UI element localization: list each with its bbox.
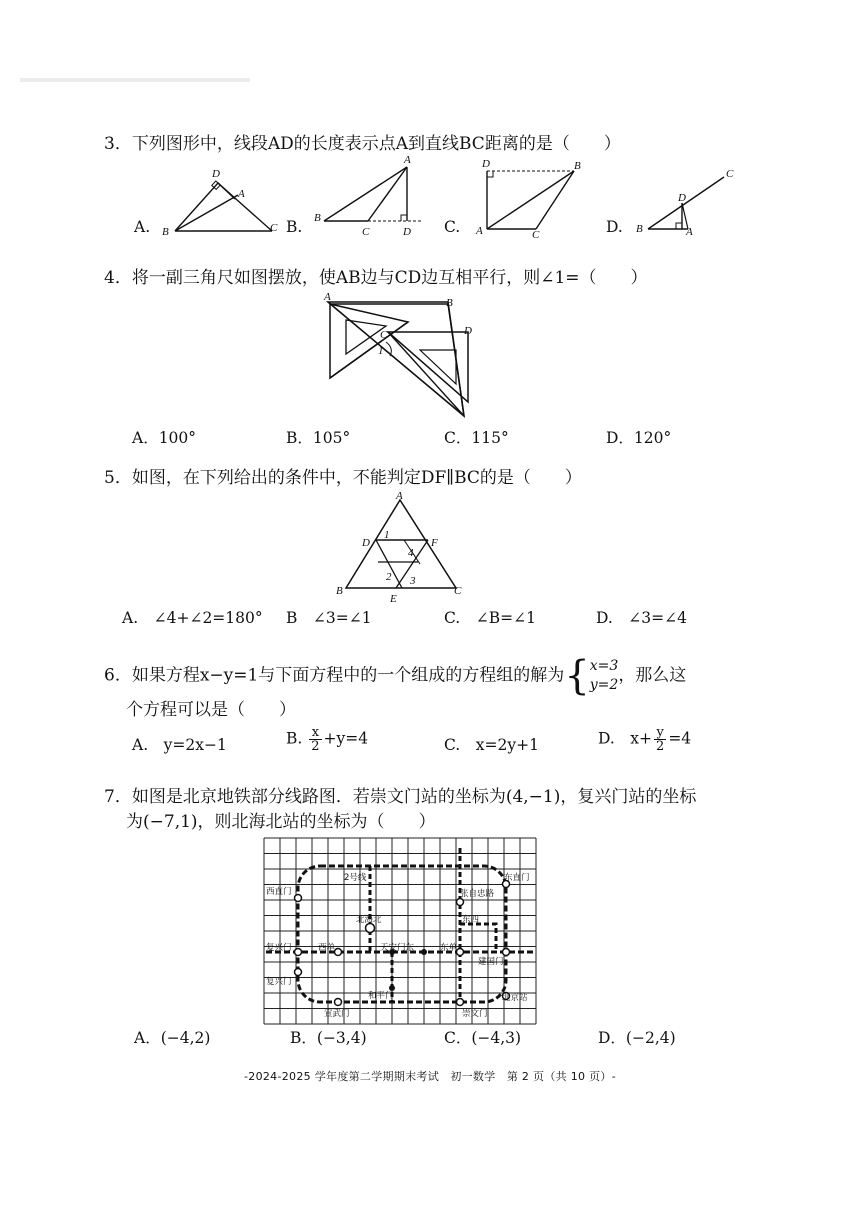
q4-label-angle1: 1 bbox=[378, 345, 384, 357]
q5-label-e: E bbox=[390, 593, 397, 605]
q5-label-b: B bbox=[336, 585, 343, 597]
q6-stem-text: 6．如果方程x−y=1与下面方程中的一个组成的方程组的解为 bbox=[104, 665, 565, 686]
map-label-tiananmendong: 天安门东 bbox=[380, 943, 415, 953]
map-label-dongdan: 东单 bbox=[440, 943, 458, 953]
q7-option-d[interactable]: D．(−2,4) bbox=[598, 1029, 676, 1047]
q3b-label-c: C bbox=[362, 226, 370, 238]
q3c-label-a: A bbox=[476, 225, 483, 237]
q3-option-c[interactable]: C. bbox=[444, 218, 461, 236]
map-label-fuxingmen: 复兴门 bbox=[266, 943, 292, 953]
q6-option-d-label: D. x+ bbox=[598, 729, 653, 748]
q5-option-d[interactable]: D. ∠3=∠4 bbox=[596, 609, 687, 627]
q6-stem-line1 bbox=[104, 653, 687, 699]
map-label-zhangzizhonglu: 张自忠路 bbox=[460, 889, 495, 899]
map-label-dongzhimen: 东直门 bbox=[504, 873, 530, 883]
q3d-label-d: D bbox=[678, 192, 686, 204]
q5-option-c[interactable]: C. ∠B=∠1 bbox=[444, 609, 536, 627]
map-label-xizhimen: 西直门 bbox=[266, 887, 292, 897]
q7-option-a[interactable]: A．(−4,2) bbox=[134, 1029, 211, 1047]
q3d-label-b: B bbox=[636, 223, 643, 235]
q5-label-angle2: 2 bbox=[386, 571, 392, 583]
scan-smudge bbox=[20, 78, 250, 82]
map-label-huangxingmen: 复兴门 bbox=[266, 977, 292, 987]
q3-figure-d bbox=[634, 165, 744, 237]
q6-option-b-label: B. bbox=[286, 729, 303, 748]
q6-system-x: x=3 bbox=[589, 658, 619, 675]
q6-option-b[interactable] bbox=[286, 726, 368, 753]
q6-option-b-tail: +y=4 bbox=[323, 729, 369, 748]
q7-stem-line2: 为(−7,1)，则北海北站的坐标为（ ） bbox=[126, 812, 436, 832]
q6-option-a[interactable]: A. y=2x−1 bbox=[132, 736, 227, 754]
q3a-label-d: D bbox=[212, 168, 220, 180]
q3-figure-c bbox=[474, 157, 594, 241]
q6-system bbox=[590, 657, 619, 695]
q6d-num: y bbox=[654, 726, 666, 740]
q6b-num: x bbox=[309, 726, 321, 740]
q4-option-c[interactable]: C．115° bbox=[444, 429, 509, 447]
q3a-label-c: C bbox=[270, 222, 278, 234]
q6-option-c[interactable]: C. x=2y+1 bbox=[444, 736, 539, 754]
q5-label-angle1: 1 bbox=[384, 529, 390, 541]
map-label-xuanwumen: 宣武门 bbox=[324, 1009, 350, 1019]
q3-option-d[interactable]: D. bbox=[606, 218, 623, 236]
map-label-dongsi: 东四 bbox=[462, 915, 480, 925]
q3b-label-d: D bbox=[403, 226, 411, 238]
q4-label-a: A bbox=[324, 291, 331, 303]
q5-option-b[interactable]: B ∠3=∠1 bbox=[286, 609, 372, 627]
q7-subway-map bbox=[264, 838, 536, 1024]
map-label-jianguomen: 建国门 bbox=[478, 957, 504, 967]
q3a-label-b: B bbox=[162, 226, 169, 238]
map-label-line2: 2号线 bbox=[344, 873, 367, 883]
q3-option-b[interactable]: B. bbox=[286, 218, 303, 236]
q7-stem-line1: 7．如图是北京地铁部分线路图．若崇文门站的坐标为(4,−1)，复兴门站的坐标 bbox=[104, 787, 697, 807]
map-label-xidan: 西单 bbox=[318, 943, 336, 953]
q5-label-c: C bbox=[454, 585, 462, 597]
q3-figure-a bbox=[160, 165, 280, 237]
map-label-beihaibei: 北海北 bbox=[356, 915, 382, 925]
q4-figure bbox=[316, 292, 486, 422]
q6-option-d-fraction bbox=[654, 726, 666, 753]
q5-figure bbox=[332, 490, 472, 606]
q3d-label-a: A bbox=[686, 226, 693, 238]
q3-figure-b bbox=[312, 154, 432, 238]
q5-label-f: F bbox=[431, 537, 438, 549]
q6-stem-line2: 个方程可以是（ ） bbox=[126, 700, 296, 720]
q3-stem: 3．下列图形中，线段AD的长度表示点A到直线BC距离的是（ ） bbox=[104, 134, 621, 154]
q7-option-b[interactable]: B．(−3,4) bbox=[290, 1029, 367, 1047]
q6-option-d[interactable] bbox=[598, 726, 691, 753]
q3a-label-a: A bbox=[238, 188, 245, 200]
q5-label-d: D bbox=[362, 537, 370, 549]
q3b-label-b: B bbox=[314, 212, 321, 224]
page-footer: -2024-2025 学年度第二学期期末考试 初一数学 第 2 页（共 10 页）- bbox=[244, 1070, 616, 1083]
q4-label-b: B bbox=[446, 297, 453, 309]
q5-option-a[interactable]: A. ∠4+∠2=180° bbox=[122, 609, 263, 627]
q3c-label-d: D bbox=[482, 158, 490, 170]
q6-system-brace: { bbox=[564, 653, 590, 699]
q6-system-y: y=2 bbox=[589, 677, 619, 693]
q6b-den: 2 bbox=[311, 739, 320, 754]
q4-label-c: C bbox=[380, 329, 388, 341]
q6d-den: 2 bbox=[656, 739, 665, 754]
q3c-label-b: B bbox=[574, 160, 581, 172]
q4-option-b[interactable]: B．105° bbox=[286, 429, 351, 447]
q3-option-a[interactable]: A. bbox=[134, 218, 151, 236]
q5-stem: 5．如图，在下列给出的条件中，不能判定DF∥BC的是（ ） bbox=[104, 468, 582, 488]
q4-option-a[interactable]: A．100° bbox=[132, 429, 197, 447]
q5-label-angle3: 3 bbox=[410, 575, 416, 587]
q6-option-d-tail: =4 bbox=[668, 729, 692, 748]
q3c-label-c: C bbox=[532, 229, 540, 241]
q4-stem: 4．将一副三角尺如图摆放，使AB边与CD边互相平行，则∠1=（ ） bbox=[104, 268, 648, 288]
q5-label-angle4: 4 bbox=[408, 547, 414, 559]
map-label-chongwenmen: 崇文门 bbox=[462, 1009, 488, 1019]
q3d-label-c: C bbox=[726, 168, 734, 180]
q4-option-d[interactable]: D．120° bbox=[606, 429, 672, 447]
map-label-hepingmen: 和平门 bbox=[368, 991, 394, 1001]
q6-option-b-fraction bbox=[309, 726, 321, 753]
q3b-label-a: A bbox=[404, 154, 411, 166]
q5-label-a: A bbox=[396, 490, 403, 502]
q7-option-c[interactable]: C．(−4,3) bbox=[444, 1029, 522, 1047]
map-label-beijingzhan: 北京站 bbox=[502, 993, 528, 1003]
q6-stem-tail: ，那么这 bbox=[618, 665, 687, 686]
q4-label-d: D bbox=[464, 325, 472, 337]
